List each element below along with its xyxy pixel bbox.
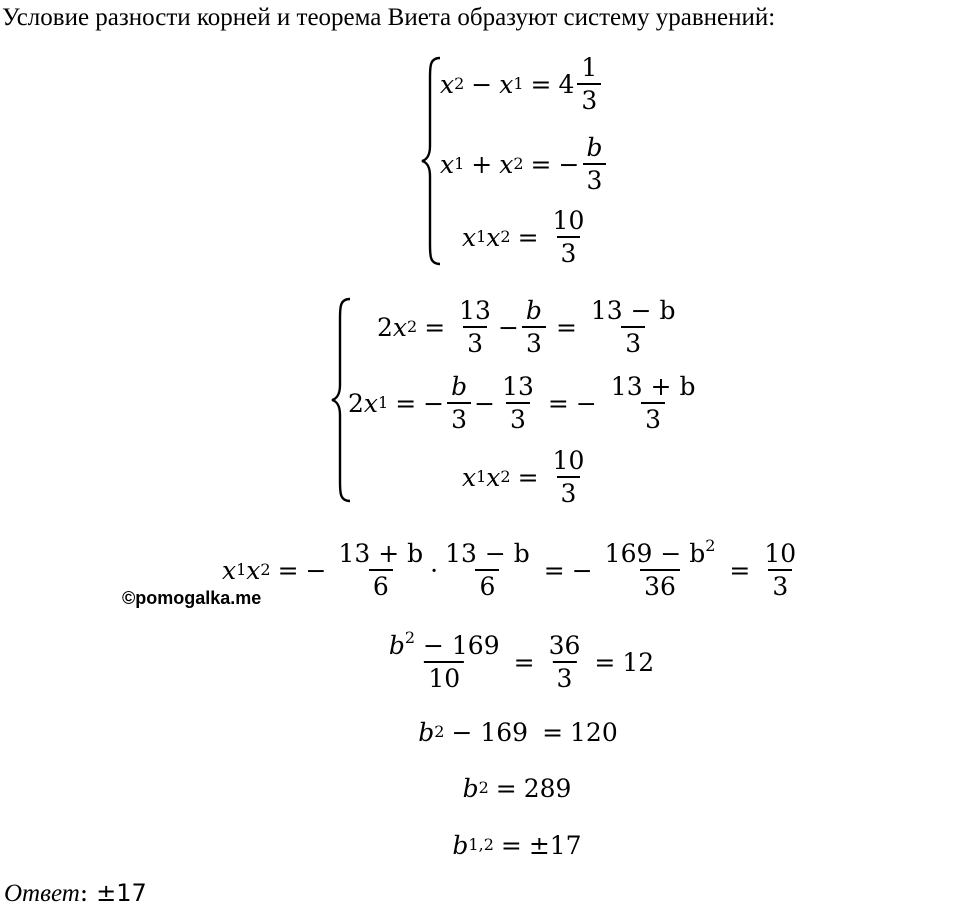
system-2-row-1: 2 x 2 = $\frac{13}{3}$ − $\frac{b}{3}$ = $\frac{13 - b}{3}$ bbox=[377, 297, 683, 357]
fraction: $\frac{10}{3}$ bbox=[552, 206, 585, 268]
fraction: $\frac{13 + b}{6}$ bbox=[338, 539, 424, 601]
fraction: $\frac{13 - b}{3}$ bbox=[590, 296, 676, 358]
var-x: x bbox=[440, 69, 455, 99]
system-2-row-2: 2 x 1 = − $\frac{b}{3}$ − $\frac{13}{3}$ = − $\frac{13 + b}{3}$ bbox=[348, 373, 702, 433]
fraction: $\frac{b}{3}$ bbox=[522, 298, 546, 356]
product-equation: x 1 x 2 = − $\frac{13 + b}{6}$ · $\frac{13 - b}{6}$ = − $\frac{169 - b^2}{36}$ = $\frac{10}{3}$ bbox=[222, 540, 803, 600]
roots-equation: b 1,2 = ±17 bbox=[452, 830, 582, 860]
system-2-row-3: x 1 x 2 = $\frac{10}{3}$ bbox=[462, 447, 591, 507]
fraction: $\frac{13 - b}{6}$ bbox=[445, 539, 530, 601]
system-1-row-3: x 1 x 2 = $\frac{10}{3}$ bbox=[462, 207, 591, 267]
fraction: $\frac{169 - b^2}{36}$ bbox=[604, 536, 716, 601]
fraction: $\frac{1}{3}$ bbox=[577, 55, 601, 113]
system-1-row-2: x 1 + x 2 = − $\frac{b}{3}$ bbox=[440, 134, 609, 194]
fraction: $\frac{13 + b}{3}$ bbox=[610, 372, 696, 434]
fraction: $\frac{36}{3}$ bbox=[548, 631, 581, 693]
fraction: $\frac{b^2 - 169}{10}$ bbox=[388, 628, 500, 693]
fraction: $\frac{b}{3}$ bbox=[447, 374, 471, 432]
fraction: $\frac{b}{3}$ bbox=[582, 135, 606, 193]
square-equation: b 2 = 289 bbox=[462, 773, 572, 803]
watermark: ©pomogalka.me bbox=[122, 588, 262, 608]
fraction: $\frac{10}{3}$ bbox=[764, 539, 797, 601]
answer-line: Ответ: ±17 bbox=[4, 878, 147, 907]
intro-text: Условие разности корней и теорема Виета образуют систему уравнений: bbox=[2, 4, 776, 31]
ratio-equation: $\frac{b^2 - 169}{10}$ = $\frac{36}{3}$ = 12 bbox=[382, 632, 654, 692]
fraction: $\frac{13}{3}$ bbox=[502, 372, 534, 434]
answer-label: Ответ bbox=[4, 880, 80, 907]
system-1-row-1: x 2 − x 1 = 4 $\frac{1}{3}$ bbox=[440, 54, 604, 114]
fraction: $\frac{10}{3}$ bbox=[552, 446, 585, 508]
fraction: $\frac{13}{3}$ bbox=[459, 296, 491, 358]
mixed-number: 4 $\frac{1}{3}$ bbox=[559, 55, 605, 113]
answer-value: ±17 bbox=[96, 879, 147, 907]
difference-equation: b 2 − 169 = 120 bbox=[418, 717, 618, 747]
